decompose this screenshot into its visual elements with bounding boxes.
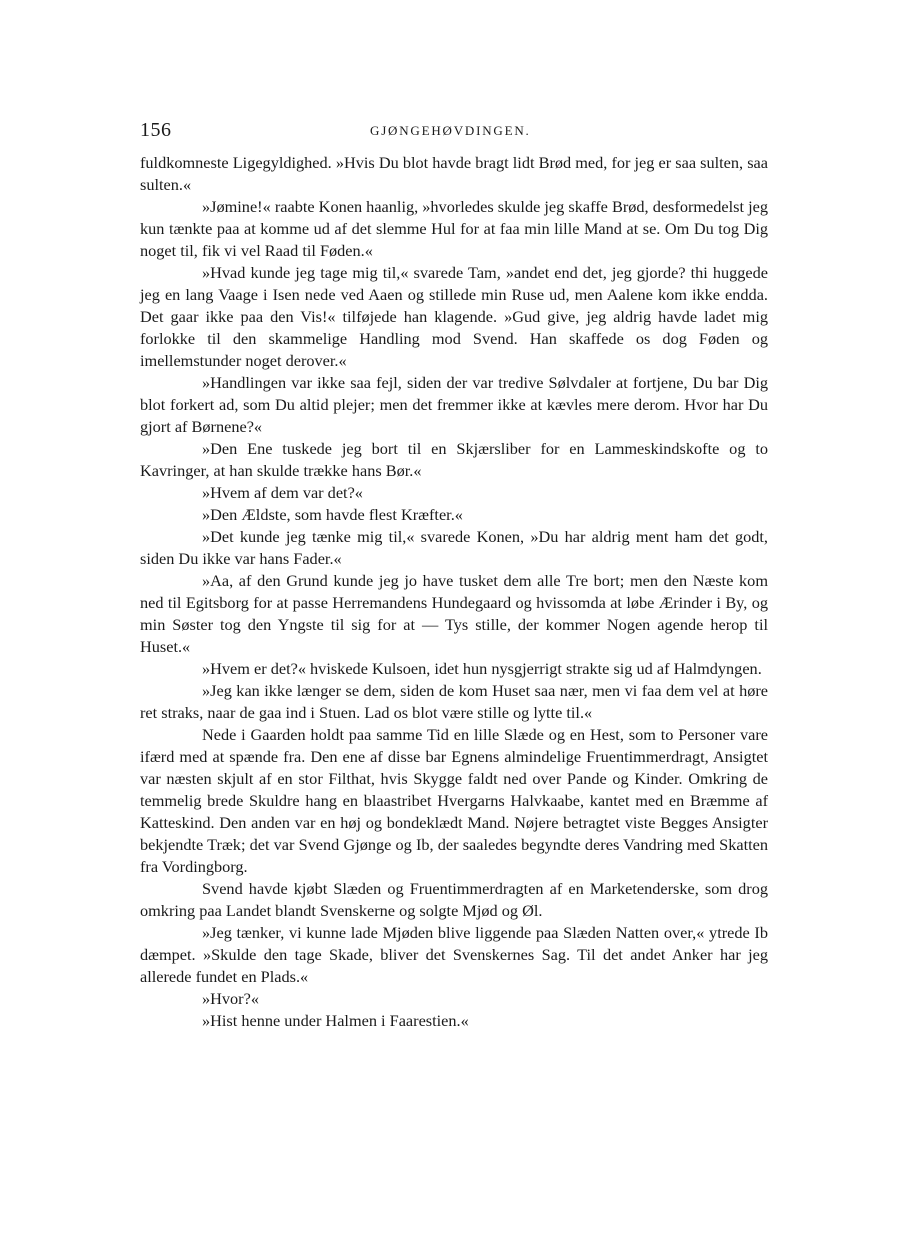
paragraph: »Aa, af den Grund kunde jeg jo have tusket dem alle Tre bort; men den Næste kom ned til Egitsborg for at passe Herremandens Hundegaard og hvissomda at løbe Ærinder i By, og min Søster tog den Yngste til sig for at — Tys stille, der kommer Nogen agende herop til Huset.« — [140, 571, 768, 656]
body-text — [140, 152, 768, 1032]
paragraph: »Den Ældste, som havde flest Kræfter.« — [202, 505, 463, 524]
paragraph: »Hvor?« — [202, 989, 259, 1008]
paragraph: »Jeg kan ikke længer se dem, siden de kom Huset saa nær, men vi faa dem vel at høre ret straks, naar de gaa ind i Stuen. Lad os blot være stille og lytte til.« — [140, 681, 768, 722]
paragraph: »Jømine!« raabte Konen haanlig, »hvorledes skulde jeg skaffe Brød, desformedelst jeg kun tænkte paa at komme ud af det slemme Hul for at faa min lille Mand at se. Om Du tog Dig noget til, fik vi vel Raad til Føden.« — [140, 197, 768, 260]
paragraph: »Handlingen var ikke saa fejl, siden der var tredive Sølvdaler at fortjene, Du bar Dig blot forkert ad, som Du altid plejer; men det fremmer ikke at kævles mere derom. Hvor har Du gjort af Børnene?« — [140, 373, 768, 436]
paragraph: »Hvad kunde jeg tage mig til,« svarede Tam, »andet end det, jeg gjorde? thi huggede jeg en lang Vaage i Isen nede ved Aaen og stillede min Ruse ud, men Aalene kom ikke endda. Det gaar ikke paa den Vis!« tilføjede han klagende. »Gud give, jeg aldrig havde ladet mig forlokke til den skammelige Handling mod Svend. Han skaffede os dog Føden og imellemstunder noget derover.« — [140, 263, 768, 370]
paragraph: Svend havde kjøbt Slæden og Fruentimmerdragten af en Marketenderske, som drog omkring paa Landet blandt Svenskerne og solgte Mjød og Øl. — [140, 879, 768, 920]
paragraph: »Den Ene tuskede jeg bort til en Skjærsliber for en Lammeskindskofte og to Kavringer, at han skulde trække hans Bør.« — [140, 439, 768, 480]
paragraph: »Hvem er det?« hviskede Kulsoen, idet hun nysgjerrigt strakte sig ud af Halmdyngen. — [202, 659, 762, 678]
paragraph: »Det kunde jeg tænke mig til,« svarede Konen, »Du har aldrig ment ham det godt, siden Du ikke var hans Fader.« — [140, 527, 768, 568]
paragraph: »Hvem af dem var det?« — [202, 483, 363, 502]
page-number: 156 — [140, 119, 172, 141]
paragraph: »Jeg tænker, vi kunne lade Mjøden blive liggende paa Slæden Natten over,« ytrede Ib dæmpet. »Skulde den tage Skade, bliver det Svenskernes Sag. Til det andet Anker har jeg allerede fundet en Plads.« — [140, 923, 768, 986]
running-title: GJØNGEHØVDINGEN. — [370, 123, 531, 138]
paragraph: fuldkomneste Ligegyldighed. »Hvis Du blot havde bragt lidt Brød med, for jeg er saa sulten, saa sulten.« — [140, 153, 768, 194]
paragraph: Nede i Gaarden holdt paa samme Tid en lille Slæde og en Hest, som to Personer vare ifærd med at spænde fra. Den ene af disse bar Egnens almindelige Fruentimmerdragt, Ansigtet var næsten skjult af en stor Filthat, hvis Skygge faldt ned over Pande og Kinder. Omkring de temmelig brede Skuldre hang en blaastribet Hvergarns Halvkaabe, kantet med en Bræmme af Katteskind. Den anden var en høj og bondeklædt Mand. Nøjere betragtet viste Begges Ansigter bekjendte Træk; det var Svend Gjønge og Ib, der saaledes begyndte deres Vandring med Skatten fra Vordingborg. — [140, 725, 768, 876]
paragraph: »Hist henne under Halmen i Faarestien.« — [202, 1011, 469, 1030]
